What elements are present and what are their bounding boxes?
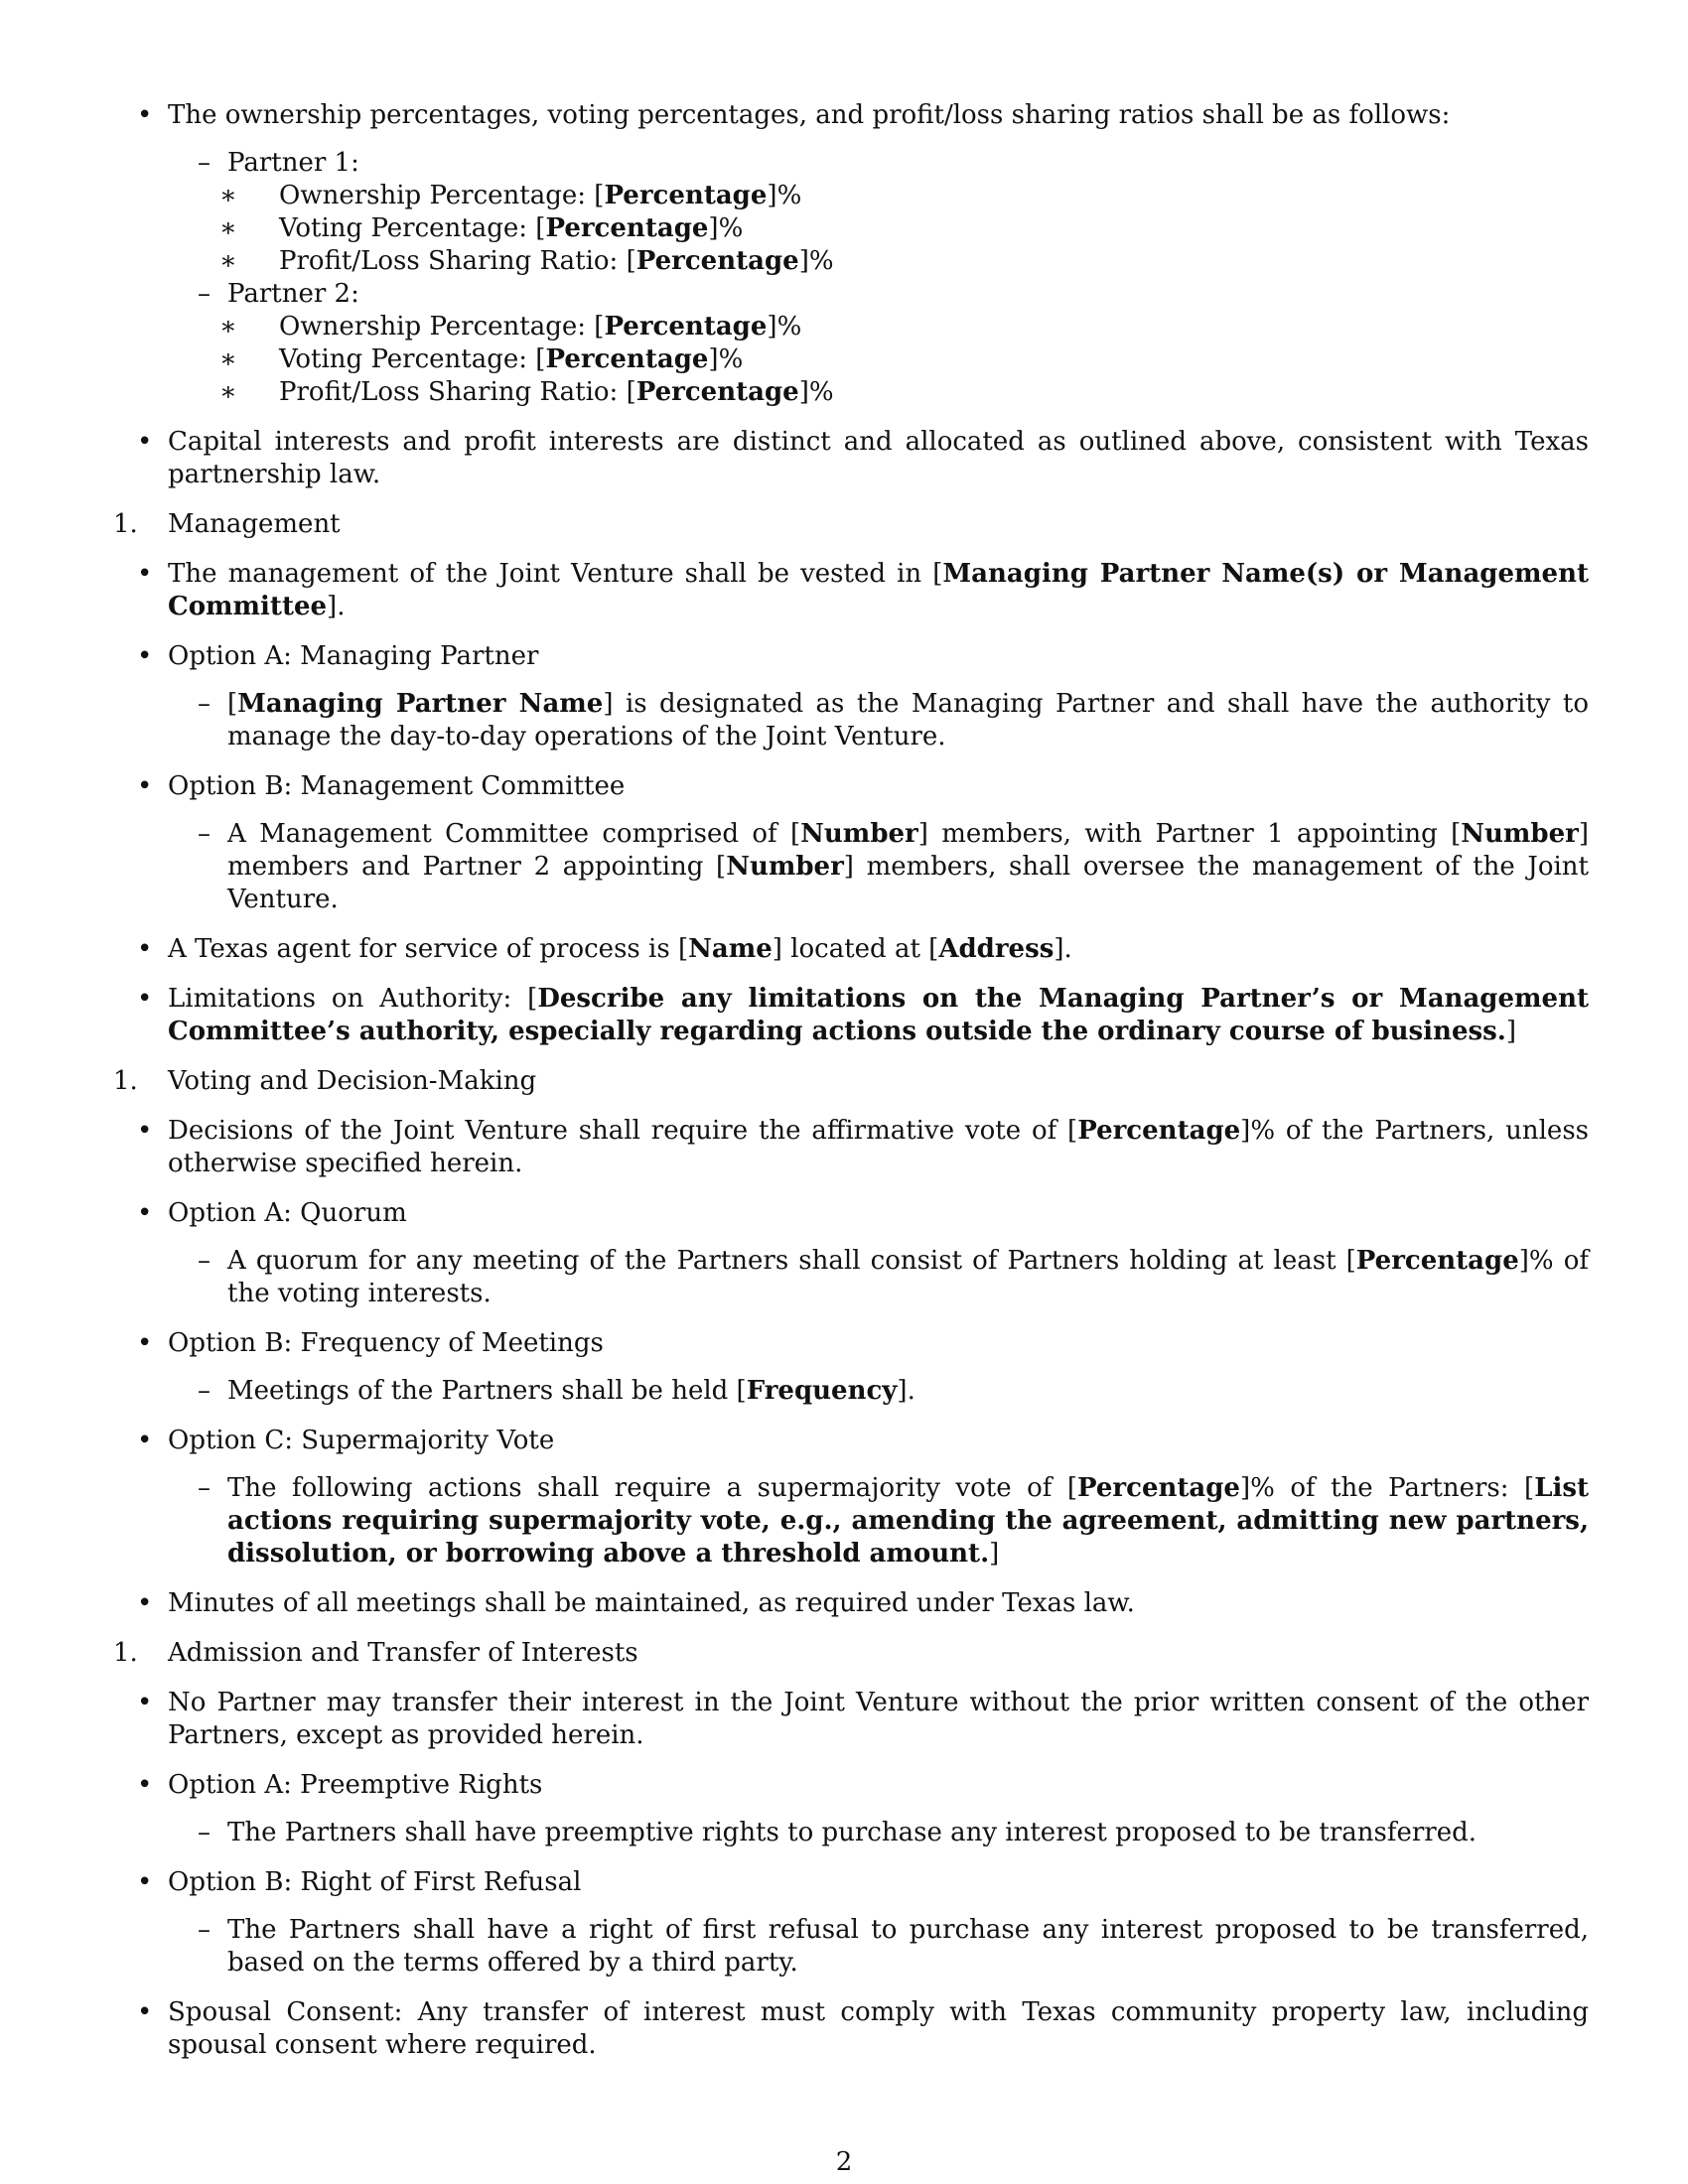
section-title: Management <box>168 509 341 539</box>
placeholder: Percentage <box>635 377 799 407</box>
list-item <box>133 1425 1589 1570</box>
bullet-marker: • <box>137 641 153 671</box>
list-item <box>133 1587 1589 1620</box>
option-label: Option A: Quorum <box>168 1198 407 1228</box>
dash-marker: – <box>198 1246 211 1276</box>
list-item <box>133 426 1589 491</box>
option-label: Option B: Frequency of Meetings <box>168 1328 604 1358</box>
placeholder: Number <box>800 819 918 849</box>
document-body <box>113 99 1590 2079</box>
list-item: • Spousal Consent: Any transfer of interest must comply with Texas community property law, including spousal consent where required. <box>137 1997 1589 2060</box>
placeholder: Percentage <box>545 213 709 243</box>
placeholder: List actions requiring supermajority vote, e.g., amending the agreement, admitting new partners, dissolution, or borrowing above a threshold amount. <box>227 1473 1589 1569</box>
list-item <box>133 1769 1589 1849</box>
sub-item: – [Managing Partner Name] is designated as the Managing Partner and shall have the authority to manage the day-to-day operations of the Joint Venture. <box>198 689 1590 751</box>
list-item <box>133 1866 1589 1979</box>
option-label: Option B: Management Committee <box>168 771 626 801</box>
partner-2-profit-loss: ∗ Profit/Loss Sharing Ratio: [Percentage]% <box>219 377 834 407</box>
option-label: Option A: Managing Partner <box>168 641 539 671</box>
partner-1-voting: ∗ Voting Percentage: [Percentage]% <box>219 213 744 243</box>
capital-note: Capital interests and profit interests are distinct and allocated as outlined above, consistent with Texas partnership law. <box>168 427 1589 489</box>
dash-marker: – <box>198 1376 211 1406</box>
dash-marker: – <box>198 1818 211 1847</box>
bullet-marker: • <box>137 1867 153 1897</box>
bullet-marker: • <box>137 934 153 964</box>
list-item: • Decisions of the Joint Venture shall require the affirmative vote of [Percentage]% of the Partners, unless otherwise specified herein. <box>137 1116 1590 1178</box>
list-item: • The management of the Joint Venture shall be vested in [Managing Partner Name(s) or Management Committee]. <box>137 559 1589 621</box>
section-title: Admission and Transfer of Interests <box>168 1638 638 1668</box>
option-label: Option C: Supermajority Vote <box>168 1426 555 1455</box>
section-number: 1. <box>113 1066 138 1096</box>
partner-1-block <box>168 147 1589 180</box>
section-number: 1. <box>113 1638 138 1668</box>
sub-item: – The Partners shall have a right of first refusal to purchase any interest proposed to be transferred, based on the terms offered by a third party. <box>198 1915 1589 1978</box>
section-heading-voting <box>113 1065 1589 1098</box>
list-item <box>133 770 1589 916</box>
placeholder: Number <box>726 852 844 882</box>
sub-item: – The following actions shall require a supermajority vote of [Percentage]% of the Partners: [List actions requiring supermajority vote, e.g., amending the agreement, admitting new partners, dissolution, or borrowing above a threshold amount.] <box>198 1473 1589 1569</box>
sub-item: – Meetings of the Partners shall be held [Frequency]. <box>198 1376 915 1406</box>
placeholder: Percentage <box>545 344 709 374</box>
star-marker: ∗ <box>219 344 237 374</box>
list-item <box>133 1197 1589 1310</box>
star-marker: ∗ <box>219 312 237 341</box>
placeholder: Percentage <box>604 312 768 341</box>
placeholder: Frequency <box>746 1376 898 1406</box>
dash-marker: – <box>198 279 211 309</box>
placeholder: Address <box>938 934 1055 964</box>
placeholder: Number <box>1461 819 1579 849</box>
partner-1-label: Partner 1: <box>227 148 359 178</box>
dash-marker: – <box>198 1915 211 1945</box>
section-title: Voting and Decision-Making <box>168 1066 537 1096</box>
bullet-marker: • <box>137 1426 153 1455</box>
star-marker: ∗ <box>219 377 237 407</box>
option-label: Option A: Preemptive Rights <box>168 1770 543 1800</box>
partner-2-voting: ∗ Voting Percentage: [Percentage]% <box>219 344 744 374</box>
bullet-marker: • <box>137 984 153 1014</box>
section-number: 1. <box>113 509 138 539</box>
list-item <box>133 640 1589 753</box>
list-item: • A Texas agent for service of process is [Name] located at [Address]. <box>137 934 1072 964</box>
list-item: • Limitations on Authority: [Describe any limitations on the Managing Partner’s or Management Committee’s authority, especially regarding actions outside the ordinary course of business.] <box>137 984 1589 1046</box>
section-heading-transfer <box>113 1637 1589 1670</box>
placeholder: Percentage <box>1077 1473 1240 1503</box>
page-number: 2 <box>835 2147 853 2177</box>
placeholder: Managing Partner Name <box>237 689 604 719</box>
star-marker: ∗ <box>219 246 237 276</box>
sub-item: – A quorum for any meeting of the Partners shall consist of Partners holding at least [Percentage]% of the voting interests. <box>198 1246 1589 1308</box>
bullet-marker: • <box>137 1997 153 2027</box>
list-item <box>133 1327 1589 1408</box>
partner-1-ownership: ∗ Ownership Percentage: [Percentage]% <box>219 181 802 210</box>
list-item <box>133 99 1589 409</box>
list-item: • No Partner may transfer their interest in the Joint Venture without the prior written consent of the other Partners, except as provided herein. <box>137 1688 1589 1750</box>
partner-1-profit-loss: ∗ Profit/Loss Sharing Ratio: [Percentage]% <box>219 246 834 276</box>
bullet-marker: • <box>137 1688 153 1717</box>
sub-item: – The Partners shall have preemptive rights to purchase any interest proposed to be transferred. <box>198 1818 1477 1847</box>
partner-2-ownership: ∗ Ownership Percentage: [Percentage]% <box>219 312 802 341</box>
dash-marker: – <box>198 819 211 849</box>
placeholder: Percentage <box>1077 1116 1241 1146</box>
placeholder: Percentage <box>604 181 768 210</box>
bullet-marker: • <box>137 1328 153 1358</box>
placeholder: Managing Partner Name(s) or Management Committee <box>168 559 1589 621</box>
bullet-marker: • <box>137 559 153 589</box>
dash-marker: – <box>198 148 211 178</box>
placeholder: Percentage <box>1355 1246 1519 1276</box>
minutes-note: Minutes of all meetings shall be maintained, as required under Texas law. <box>168 1588 1135 1618</box>
sub-item: – A Management Committee comprised of [Number] members, with Partner 1 appointing [Number] members and Partner 2 appointing [Number] members, shall oversee the management of the Joint Venture. <box>198 819 1589 914</box>
bullet-marker: • <box>137 1588 153 1618</box>
dash-marker: – <box>198 1473 211 1503</box>
placeholder: Name <box>688 934 773 964</box>
bullet-marker: • <box>137 771 153 801</box>
dash-marker: – <box>198 689 211 719</box>
placeholder: Describe any limitations on the Managing Partner’s or Management Committee’s authority, especially regarding actions outside the ordinary course of business. <box>168 984 1589 1046</box>
bullet-marker: • <box>137 1770 153 1800</box>
section-heading-management <box>113 508 1589 541</box>
star-marker: ∗ <box>219 213 237 243</box>
option-label: Option B: Right of First Refusal <box>168 1867 582 1897</box>
bullet-marker: • <box>137 427 153 457</box>
ownership-intro: The ownership percentages, voting percentages, and profit/loss sharing ratios shall be as follows: <box>168 100 1451 130</box>
star-marker: ∗ <box>219 181 237 210</box>
partner-2-label: Partner 2: <box>227 279 359 309</box>
bullet-marker: • <box>137 1116 153 1146</box>
placeholder: Percentage <box>635 246 799 276</box>
bullet-marker: • <box>137 100 153 130</box>
bullet-marker: • <box>137 1198 153 1228</box>
partner-2-block <box>168 278 1589 311</box>
